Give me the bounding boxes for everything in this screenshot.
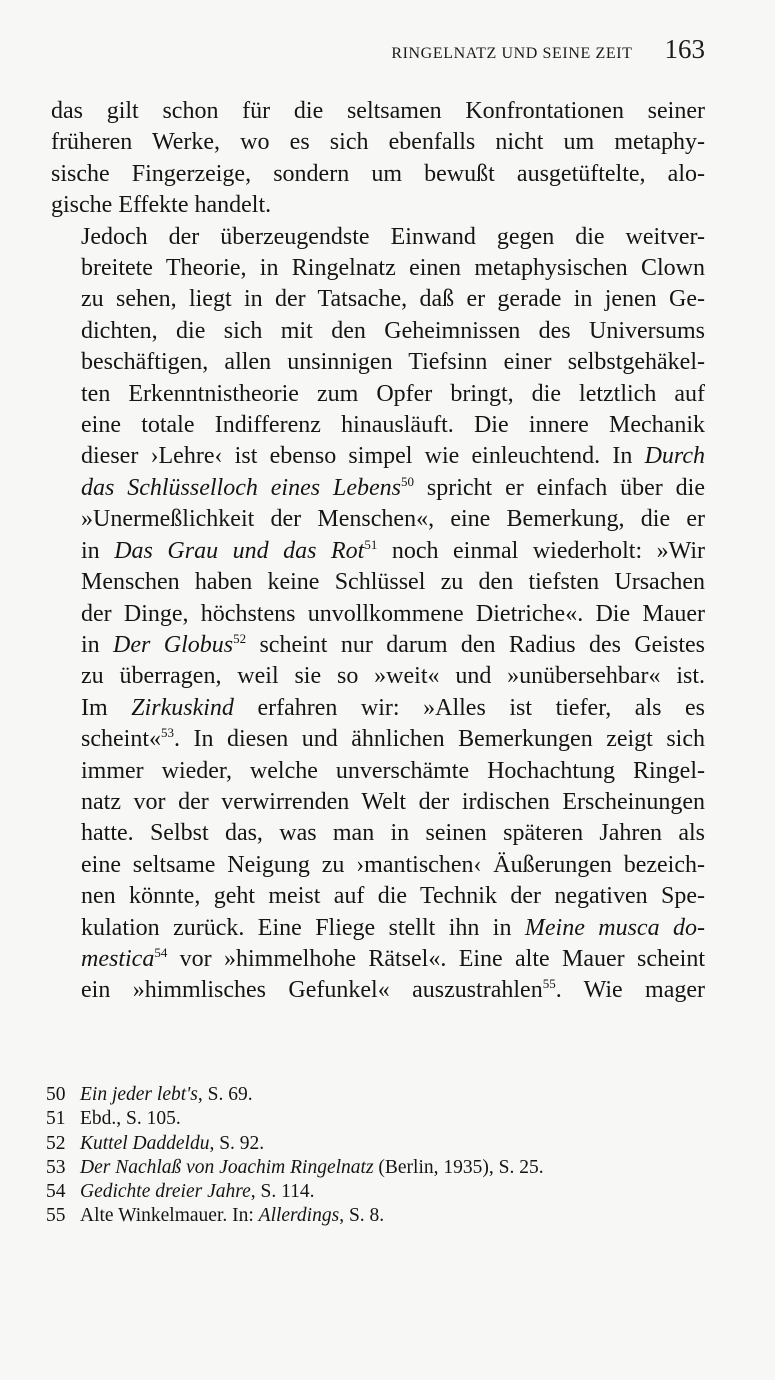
text-run: . Wie mager [555, 977, 706, 1004]
text-line [51, 190, 705, 221]
text-run: Im [81, 694, 132, 721]
text-run: , S. 114. [250, 1181, 315, 1203]
text-line [51, 630, 705, 661]
text-run: erfahren wir: »Alles ist tiefer, als es [233, 694, 705, 721]
text-run: beschäftigen, allen unsinnigen Tiefsinn einer selbstgehäkel- [81, 349, 705, 376]
footnote-text [80, 1132, 264, 1156]
text-line [51, 975, 705, 1006]
running-title: RINGELNATZ UND SEINE ZEIT [391, 45, 633, 62]
text-run: der Dinge, höchstens unvollkommene Dietriche«. Die Mauer [81, 600, 705, 627]
italic-text: Gedichte dreier Jahre [80, 1181, 251, 1203]
text-run: zu sehen, liegt in der Tatsache, daß er gerade in jenen Ge- [81, 286, 705, 313]
text-line [51, 253, 705, 284]
footnote-ref: 55 [542, 976, 556, 992]
text-run: ten Erkenntnistheorie zum Opfer bringt, die letztlich auf [81, 380, 705, 407]
text-run: Menschen haben keine Schlüssel zu den tiefsten Ursachen [81, 569, 705, 596]
footnote-ref: 53 [160, 725, 174, 741]
text-run: das gilt schon für die seltsamen Konfrontationen seiner [51, 98, 705, 124]
text-line [51, 944, 705, 975]
paragraph [51, 222, 705, 1007]
text-line [51, 441, 705, 472]
italic-text: Kuttel Daddeldu [80, 1132, 210, 1154]
text-line [51, 724, 705, 755]
text-line [51, 881, 705, 912]
text-run: scheint« [81, 726, 161, 753]
italic-text: Meine musca do- [524, 914, 705, 941]
footnote-number: 50 [46, 1084, 66, 1105]
text-run: in [81, 631, 114, 658]
text-line [51, 661, 705, 692]
footnote [46, 1204, 706, 1228]
footnote-text [80, 1204, 384, 1228]
text-run: in [81, 537, 115, 564]
footnote-text [80, 1156, 544, 1180]
footnote-number: 53 [46, 1156, 66, 1178]
text-run: hatte. Selbst das, was man in seinen späteren Jahren als [81, 820, 705, 847]
text-line [51, 756, 705, 787]
text-line [51, 850, 705, 881]
footnote-number: 51 [46, 1108, 66, 1130]
body-text [51, 96, 705, 1007]
text-line [51, 379, 705, 410]
italic-text: mestica [81, 945, 155, 972]
text-line [51, 96, 705, 127]
text-run: dieser ›Lehre‹ ist ebenso simpel wie einleuchtend. In [81, 443, 645, 470]
text-line [51, 127, 705, 158]
footnote-ref: 54 [154, 944, 168, 960]
text-line [51, 347, 705, 378]
text-run: dichten, die sich mit den Geheimnissen des Universums [81, 317, 705, 344]
footnote [46, 1083, 706, 1107]
footnote-number: 55 [46, 1205, 66, 1227]
footnote-number: 54 [46, 1181, 66, 1203]
text-run: . In diesen und ähnlichen Bemerkungen zeigt sich [173, 726, 705, 753]
text-line [51, 693, 705, 724]
text-run: Jedoch der überzeugendste Einwand gegen die weitver- [81, 223, 705, 250]
footnote-text [80, 1083, 253, 1107]
footnote [46, 1156, 706, 1180]
footnote-ref: 51 [364, 536, 378, 552]
text-run: Alte Winkelmauer. In: [80, 1205, 259, 1227]
footnote-text [80, 1107, 181, 1131]
text-run: noch einmal wiederholt: »Wir [377, 537, 706, 564]
italic-text: Zirkuskind [131, 694, 234, 721]
text-run: früheren Werke, wo es sich ebenfalls nicht um metaphy- [51, 129, 705, 156]
text-run: eine totale Indifferenz hinausläuft. Die innere Mechanik [81, 412, 705, 439]
text-run: eine seltsame Neigung zu ›mantischen‹ Äußerungen bezeich- [81, 851, 705, 878]
text-run: , S. 8. [339, 1205, 385, 1227]
footnote-text [80, 1180, 315, 1204]
text-run: zu überragen, weil sie so »weit« und »unübersehbar« ist. [81, 663, 705, 690]
running-head [0, 34, 705, 65]
italic-text: das Schlüsselloch eines Lebens [81, 474, 401, 501]
text-run: ein »himmlisches Gefunkel« auszustrahlen [81, 977, 543, 1004]
text-run: breitete Theorie, in Ringelnatz einen metaphysischen Clown [81, 255, 705, 282]
text-run: kulation zurück. Eine Fliege stellt ihn in [81, 914, 525, 941]
italic-text: Durch [644, 443, 705, 470]
text-run: scheint nur darum den Radius des Geistes [246, 631, 705, 658]
text-line [51, 536, 705, 567]
italic-text: Der Globus [113, 631, 234, 658]
footnotes [46, 1083, 706, 1229]
paragraph [51, 96, 705, 222]
text-line [51, 222, 705, 253]
page-number: 163 [664, 34, 705, 64]
text-line [51, 787, 705, 818]
text-line [51, 599, 705, 630]
text-line [51, 913, 705, 944]
text-run: immer wieder, welche unverschämte Hochachtung Ringel- [81, 757, 705, 784]
italic-text: Der Nachlaß von Joachim Ringelnatz [80, 1156, 374, 1178]
footnote-ref: 50 [400, 473, 414, 489]
text-run: (Berlin, 1935), S. 25. [373, 1156, 544, 1178]
text-run: , S. 92. [209, 1132, 265, 1154]
text-line [51, 473, 705, 504]
text-line [51, 159, 705, 190]
footnote-ref: 52 [233, 630, 247, 646]
text-line [51, 504, 705, 535]
footnote [46, 1180, 706, 1204]
text-line [51, 284, 705, 315]
footnote-number: 52 [46, 1132, 66, 1154]
text-line [51, 567, 705, 598]
footnote [46, 1107, 706, 1131]
text-line [51, 818, 705, 849]
text-run: gische Effekte handelt. [51, 192, 272, 219]
text-run: »Unermeßlichkeit der Menschen«, eine Bemerkung, die er [81, 506, 705, 533]
text-run: sische Fingerzeige, sondern um bewußt ausgetüftelte, alo- [51, 160, 705, 187]
italic-text: Das Grau und das Rot [114, 537, 365, 564]
italic-text: Allerdings [258, 1205, 340, 1227]
text-line [51, 316, 705, 347]
text-run: nen könnte, geht meist auf die Technik der negativen Spe- [81, 883, 705, 910]
text-run: Ebd., S. 105. [80, 1108, 181, 1130]
text-run: vor »himmelhohe Rätsel«. Eine alte Mauer scheint [167, 945, 705, 972]
text-line [51, 410, 705, 441]
text-run: , S. 69. [197, 1084, 253, 1105]
text-run: natz vor der verwirrenden Welt der irdischen Erscheinungen [81, 788, 705, 815]
italic-text: Ein jeder lebt's [80, 1084, 198, 1105]
footnote [46, 1132, 706, 1156]
text-run: spricht er einfach über die [413, 474, 705, 501]
